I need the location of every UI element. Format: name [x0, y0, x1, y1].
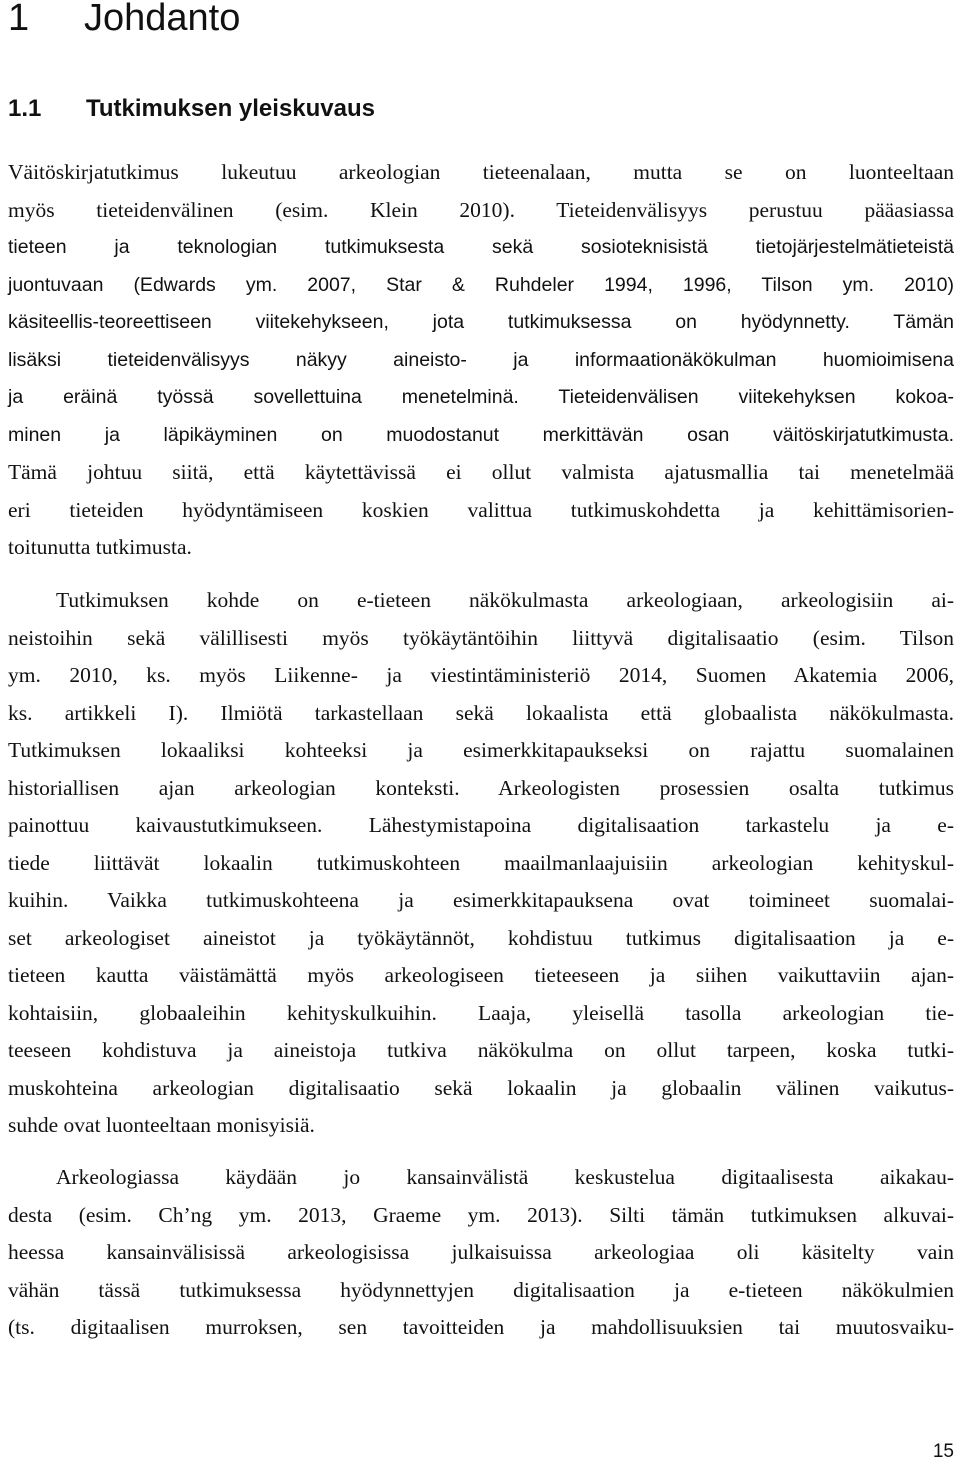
text-line: teeseen kohdistuva ja aineistoja tutkiva näkökulma on ollut tarpeen, koska tutki-	[8, 1038, 954, 1062]
paragraph-2	[8, 582, 954, 1145]
text-line: toitunutta tutkimusta.	[8, 535, 192, 559]
text-line: (ts. digitaalisen murroksen, sen tavoitteiden ja mahdollisuuksien tai muutosvaiku-	[8, 1315, 954, 1339]
text-line: heessa kansainvälisissä arkeologisissa julkaisuissa arkeologiaa oli käsitelty vain	[8, 1240, 954, 1264]
text-line: tiede liittävät lokaalin tutkimuskohteen maailmanlaajuisiin arkeologian kehityskul-	[8, 850, 954, 875]
page-number: 15	[932, 1441, 954, 1462]
chapter-number: 1	[8, 0, 30, 39]
text-line: tieteen kautta väistämättä myös arkeologiseen tieteeseen ja siihen vaikuttaviin ajan-	[8, 963, 954, 987]
text-line: Tämä johtuu siitä, että käytettävissä ei ollut valmista ajatusmallia tai menetelmää	[8, 460, 954, 484]
text-line: juontuvaan (Edwards ym. 2007, Star & Ruhdeler 1994, 1996, Tilson ym. 2010)	[8, 273, 954, 296]
text-line: ym. 2010, ks. myös Liikenne- ja viestintäministeriö 2014, Suomen Akatemia 2006,	[8, 663, 954, 687]
chapter-heading	[8, 0, 240, 40]
text-line: Väitöskirjatutkimus lukeutuu arkeologian tieteenalaan, mutta se on luonteeltaan	[8, 160, 954, 184]
chapter-title: Johdanto	[84, 0, 241, 39]
text-line: muskohteina arkeologian digitalisaatio sekä lokaalin ja globaalin välinen vaikutus-	[8, 1075, 954, 1100]
paragraph-3	[8, 1159, 954, 1347]
text-line: painottuu kaivaustutkimukseen. Lähestymistapoina digitalisaation tarkastelu ja e-	[8, 813, 954, 837]
text-line: desta (esim. Ch’ng ym. 2013, Graeme ym. 2013). Silti tämän tutkimuksen alkuvai-	[8, 1202, 954, 1227]
text-line: set arkeologiset aineistot ja työkäytännöt, kohdistuu tutkimus digitalisaation ja e-	[8, 925, 954, 950]
text-line: ja eräinä työssä sovellettuina menetelminä. Tieteidenvälisen viitekehyksen kokoa-	[8, 386, 954, 408]
text-line: vähän tässä tutkimuksessa hyödynnettyjen digitalisaation ja e-tieteen näkökulmien	[8, 1277, 954, 1302]
text-line: tieteen ja teknologian tutkimuksesta sekä sosioteknisistä tietojärjestelmätieteistä	[8, 236, 954, 258]
text-line: Tutkimuksen lokaaliksi kohteeksi ja esimerkkitapaukseksi on rajattu suomalainen	[8, 738, 954, 762]
text-line: historiallisen ajan arkeologian konteksti. Arkeologisten prosessien osalta tutkimus	[8, 775, 954, 800]
text-line: ks. artikkeli I). Ilmiötä tarkastellaan sekä lokaalista että globaalista näkökulmasta.	[8, 700, 954, 725]
section-number: 1.1	[8, 95, 42, 122]
text-line: kuihin. Vaikka tutkimuskohteena ja esimerkkitapauksena ovat toimineet suomalai-	[8, 888, 954, 912]
text-line: neistoihin sekä välillisesti myös työkäytäntöihin liittyvä digitalisaatio (esim. Tilson	[8, 625, 954, 650]
text-line: Arkeologiassa käydään jo kansainvälistä keskustelua digitaalisesta aikakau-	[56, 1165, 954, 1189]
text-line: myös tieteidenvälinen (esim. Klein 2010). Tieteidenvälisyys perustuu pääasiassa	[8, 197, 954, 222]
text-line: Tutkimuksen kohde on e-tieteen näkökulmasta arkeologiaan, arkeologisiin ai-	[56, 588, 954, 612]
text-line: suhde ovat luonteeltaan monisyisiä.	[8, 1113, 315, 1137]
section-title: Tutkimuksen yleiskuvaus	[86, 95, 376, 122]
text-line: lisäksi tieteidenvälisyys näkyy aineisto- ja informaationäkökulman huomioimisena	[8, 348, 954, 371]
text-line: kohtaisiin, globaaleihin kehityskulkuihin. Laaja, yleisellä tasolla arkeologian tie-	[8, 1000, 954, 1025]
section-heading	[8, 94, 375, 124]
paragraph-1	[8, 154, 954, 567]
text-line: käsiteellis-teoreettiseen viitekehykseen, jota tutkimuksessa on hyödynnetty. Tämän	[8, 311, 954, 333]
text-line: eri tieteiden hyödyntämiseen koskien valittua tutkimuskohdetta ja kehittämisorien-	[8, 497, 954, 522]
text-line: minen ja läpikäyminen on muodostanut merkittävän osan väitöskirjatutkimusta.	[8, 423, 954, 446]
